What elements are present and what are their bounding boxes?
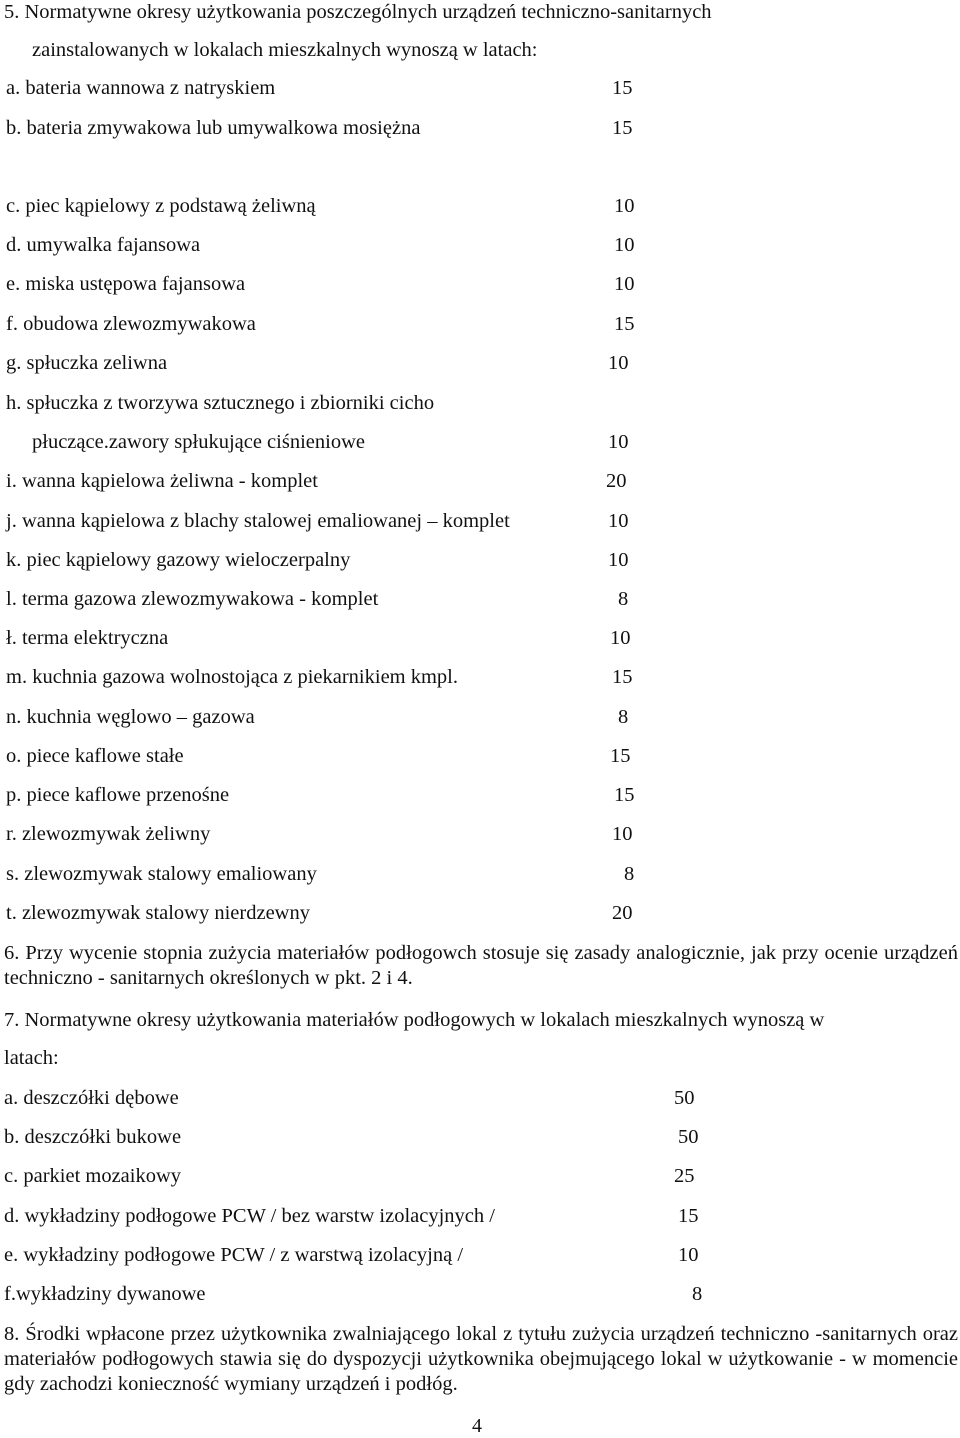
list-item-label: f.wykładziny dywanowe	[4, 1283, 206, 1305]
list-item-label: k. piec kąpielowy gazowy wieloczerpalny	[6, 549, 351, 571]
list-item-value: 25	[674, 1165, 695, 1187]
list-item-label: a. deszczółki dębowe	[4, 1087, 179, 1109]
list-item-value: 8	[618, 588, 629, 610]
list-item-label: o. piece kaflowe stałe	[6, 745, 184, 767]
list-item-label: c. piec kąpielowy z podstawą żeliwną	[6, 195, 316, 217]
list-item-value: 50	[678, 1126, 699, 1148]
list-item-value: 15	[612, 666, 633, 688]
list-item-value: 15	[612, 77, 633, 99]
list-item-label: t. zlewozmywak stalowy nierdzewny	[6, 902, 310, 924]
list-item-value: 10	[610, 627, 631, 649]
list-item-value: 8	[624, 863, 635, 885]
list-item-label: b. bateria zmywakowa lub umywalkowa mosiężna	[6, 117, 421, 139]
list-item-value: 10	[608, 431, 629, 453]
list-item-label: s. zlewozmywak stalowy emaliowany	[6, 863, 317, 885]
list-item-value: 10	[608, 510, 629, 532]
list-item-label: i. wanna kąpielowa żeliwna - komplet	[6, 470, 318, 492]
list-item-value: 8	[692, 1283, 703, 1305]
list-item-value: 10	[678, 1244, 699, 1266]
list-item-label: p. piece kaflowe przenośne	[6, 784, 230, 806]
list-item-label: m. kuchnia gazowa wolnostojąca z piekarnikiem kmpl.	[6, 666, 459, 688]
list-item-label: e. wykładziny podłogowe PCW / z warstwą izolacyjną /	[4, 1244, 464, 1266]
section-7-heading-line-2: latach:	[4, 1047, 59, 1069]
list-item-value: 20	[606, 470, 627, 492]
list-item-value: 15	[610, 745, 631, 767]
list-item-value: 15	[678, 1205, 699, 1227]
section-8-paragraph: 8. Środki wpłacone przez użytkownika zwalniającego lokal z tytułu zużycia urządzeń techniczno -sanitarnych oraz materiałów podłogowych stawia się do dyspozycji użytkownika obejmującego lokal w użytkowanie - w momencie gdy zachodzi konieczność wymiany urządzeń i podłóg.	[4, 1323, 958, 1395]
list-item-label-continued: płuczące.zawory spłukujące ciśnieniowe	[32, 431, 365, 453]
list-item-value: 10	[612, 823, 633, 845]
section-6-paragraph: 6. Przy wycenie stopnia zużycia materiałów podłogowch stosuje się zasady analogicznie, jak przy ocenie urządzeń techniczno - sanitarnych określonych w pkt. 2 i 4.	[4, 942, 958, 989]
section-5-heading-line-2: zainstalowanych w lokalach mieszkalnych wynoszą w latach:	[32, 39, 538, 61]
list-item-label: ł. terma elektryczna	[6, 627, 169, 649]
list-item-label: f. obudowa zlewozmywakowa	[6, 313, 256, 335]
list-item-value: 15	[614, 313, 635, 335]
list-item-value: 10	[608, 549, 629, 571]
list-item-label: b. deszczółki bukowe	[4, 1126, 182, 1148]
list-item-value: 10	[614, 195, 635, 217]
section-7-heading-line-1: 7. Normatywne okresy użytkowania materiałów podłogowych w lokalach mieszkalnych wynoszą w	[4, 1009, 825, 1031]
list-item-value: 8	[618, 706, 629, 728]
list-item-label: a. bateria wannowa z natryskiem	[6, 77, 276, 99]
list-item-label: n. kuchnia węglowo – gazowa	[6, 706, 255, 728]
list-item-label: d. wykładziny podłogowe PCW / bez warstw izolacyjnych /	[4, 1205, 495, 1227]
list-item-value: 15	[612, 117, 633, 139]
list-item-label: j. wanna kąpielowa z blachy stalowej emaliowanej – komplet	[6, 510, 510, 532]
list-item-value: 15	[614, 784, 635, 806]
section-5-heading-line-1: 5. Normatywne okresy użytkowania poszczególnych urządzeń techniczno-sanitarnych	[4, 1, 712, 23]
list-item-label: h. spłuczka z tworzywa sztucznego i zbiorniki cicho	[6, 392, 435, 414]
list-item-label: c. parkiet mozaikowy	[4, 1165, 182, 1187]
list-item-label: g. spłuczka zeliwna	[6, 352, 168, 374]
list-item-label: l. terma gazowa zlewozmywakowa - komplet	[6, 588, 379, 610]
list-item-value: 20	[612, 902, 633, 924]
list-item-value: 10	[614, 234, 635, 256]
list-item-value: 10	[614, 273, 635, 295]
list-item-value: 50	[674, 1087, 695, 1109]
list-item-label: e. miska ustępowa fajansowa	[6, 273, 246, 295]
list-item-label: d. umywalka fajansowa	[6, 234, 201, 256]
list-item-label: r. zlewozmywak żeliwny	[6, 823, 211, 845]
page-number: 4	[472, 1415, 482, 1437]
list-item-value: 10	[608, 352, 629, 374]
